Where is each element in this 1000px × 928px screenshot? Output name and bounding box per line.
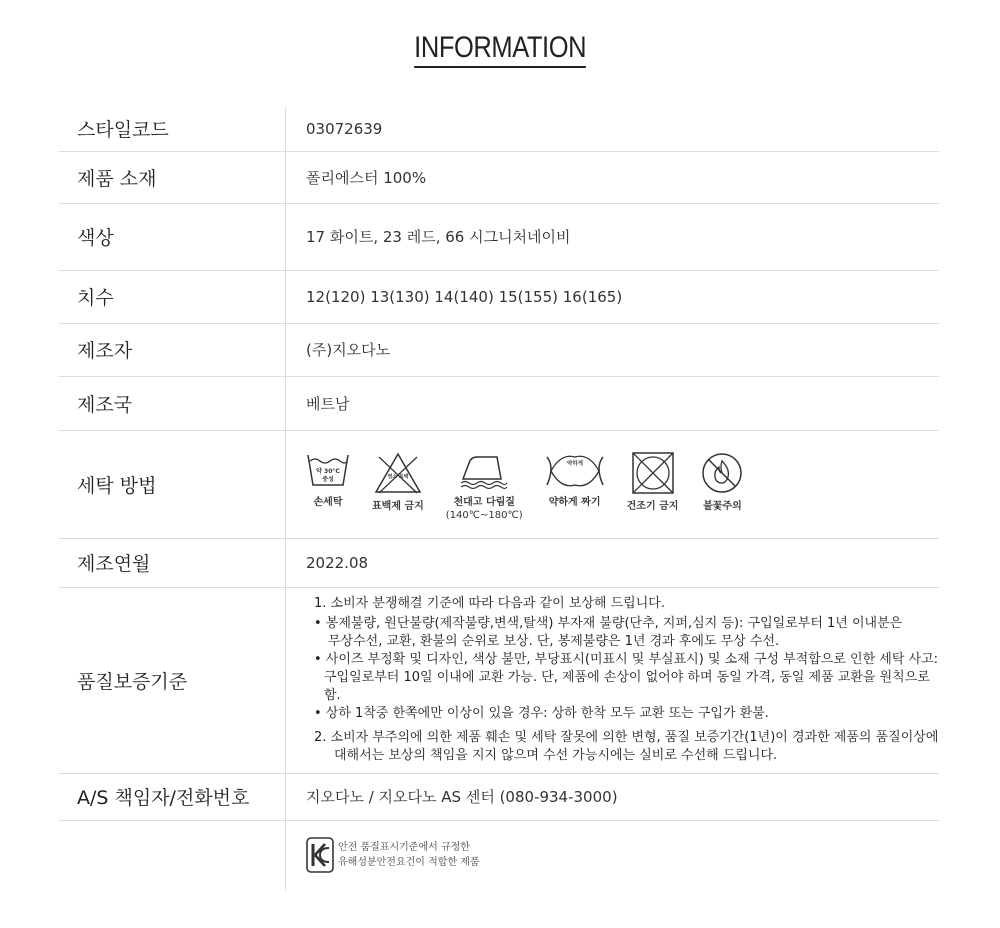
care-cell <box>286 430 940 538</box>
quality-cell <box>286 587 940 773</box>
row-value: 폴리에스터 100% <box>286 151 940 203</box>
care-caption: 약하게 짜기 <box>548 496 601 508</box>
wash-tub-icon <box>306 451 350 491</box>
kc-cell <box>286 820 940 890</box>
row-label: 제조연월 <box>59 538 286 587</box>
row-label: 색상 <box>59 203 286 270</box>
row-label: 스타일코드 <box>59 107 286 151</box>
quality-bullet: • 봉제불량, 원단불량(제작불량,변색,탈색) 부자재 불량(단추, 지퍼,심지 등): 구입일로부터 1년 이내분은 <box>314 616 903 631</box>
table-row <box>59 587 939 773</box>
care-caption: 표백제 금지 <box>372 500 424 512</box>
no-tumble-dry-icon <box>630 451 676 495</box>
table-row <box>59 430 939 538</box>
iron-icon <box>459 451 509 491</box>
iron-temp-range: (140℃~180℃) <box>445 509 523 521</box>
row-label: 품질보증기준 <box>59 587 286 773</box>
care-caption: 천대고 다림질 <box>453 496 515 508</box>
no-bleach-icon <box>373 451 423 495</box>
row-label: 제조자 <box>59 323 286 376</box>
kc-text <box>338 840 480 870</box>
table-row <box>59 203 939 270</box>
row-label: 세탁 방법 <box>59 430 286 538</box>
kc-mark <box>306 837 939 873</box>
row-label: 제조국 <box>59 376 286 430</box>
table-row <box>59 270 939 323</box>
kc-line: 안전 품질표시기준에서 규정한 <box>338 842 470 854</box>
title-wrap <box>0 30 1000 68</box>
table-row <box>59 107 939 151</box>
care-icons <box>306 447 939 522</box>
row-value: 지오다노 / 지오다노 AS 센터 (080-934-3000) <box>286 773 940 820</box>
row-value: 베트남 <box>286 376 940 430</box>
no-fire-icon <box>700 451 744 495</box>
wash-note: 중성 <box>322 475 334 483</box>
row-value: (주)지오다노 <box>286 323 940 376</box>
care-wring <box>545 451 605 522</box>
table-row <box>59 773 939 820</box>
care-caption: 불꽃주의 <box>703 500 742 512</box>
table-row <box>59 376 939 430</box>
care-iron <box>446 451 523 522</box>
quality-bullet-cont: 무상수선, 교환, 환불의 순위로 보상. 단, 봉제불량은 1년 경과 후에도 무상 수선. <box>328 634 780 649</box>
quality-item-2: 2. 소비자 부주의에 의한 제품 훼손 및 세탁 잘못에 의한 변형, 품질 보증기간(1년)이 경과한 제품의 품질이상에 <box>314 730 939 745</box>
wring-icon <box>545 451 605 491</box>
quality-item-1: 1. 소비자 분쟁해결 기준에 따라 다음과 같이 보상해 드립니다. <box>314 596 665 611</box>
wring-inner: 약하게 <box>566 460 583 467</box>
row-label: 치수 <box>59 270 286 323</box>
care-no-bleach <box>372 451 424 522</box>
table-row <box>59 151 939 203</box>
kc-certification-icon <box>306 837 334 873</box>
quality-list <box>306 595 939 765</box>
row-value: 17 화이트, 23 레드, 66 시그니처네이비 <box>286 203 940 270</box>
kc-line: 유해성분안전요건이 적합한 제품 <box>338 857 480 869</box>
care-hand-wash <box>306 451 350 522</box>
wash-temp: 약 30°C <box>316 467 340 475</box>
row-value: 12(120) 13(130) 14(140) 15(155) 16(165) <box>286 270 940 323</box>
table-row <box>59 323 939 376</box>
table-row <box>59 820 939 890</box>
care-fire <box>700 451 744 522</box>
row-value: 2022.08 <box>286 538 940 587</box>
row-label: 제품 소재 <box>59 151 286 203</box>
care-caption: 손세탁 <box>313 496 343 508</box>
quality-bullet-cont: 구입일로부터 10일 이내에 교환 가능. 단, 제품에 손상이 없어야 하며 동일 가격, 동일 제품 교환을 원칙으로 함. <box>324 670 930 703</box>
care-no-dry <box>627 451 679 522</box>
quality-item-2-cont: 대해서는 보상의 책임을 지지 않으며 수선 가능시에는 실비로 수선해 드립니다. <box>334 748 778 763</box>
quality-bullet: • 사이즈 부정확 및 디자인, 색상 불만, 부당표시(미표시 및 부실표시) 및 소재 구성 부적합으로 인한 세탁 사고: <box>314 652 939 667</box>
table-row <box>59 538 939 587</box>
info-table <box>59 107 939 890</box>
quality-bullet: • 상하 1착중 한쪽에만 이상이 있을 경우: 상하 한착 모두 교환 또는 구입가 환불. <box>314 706 769 721</box>
bleach-inner: 염소 표백 <box>387 473 409 480</box>
row-label: A/S 책임자/전화번호 <box>59 773 286 820</box>
row-label-empty <box>59 820 286 890</box>
care-caption: 건조기 금지 <box>626 500 679 512</box>
page-title: INFORMATION <box>414 30 586 68</box>
row-value: 03072639 <box>286 107 940 151</box>
